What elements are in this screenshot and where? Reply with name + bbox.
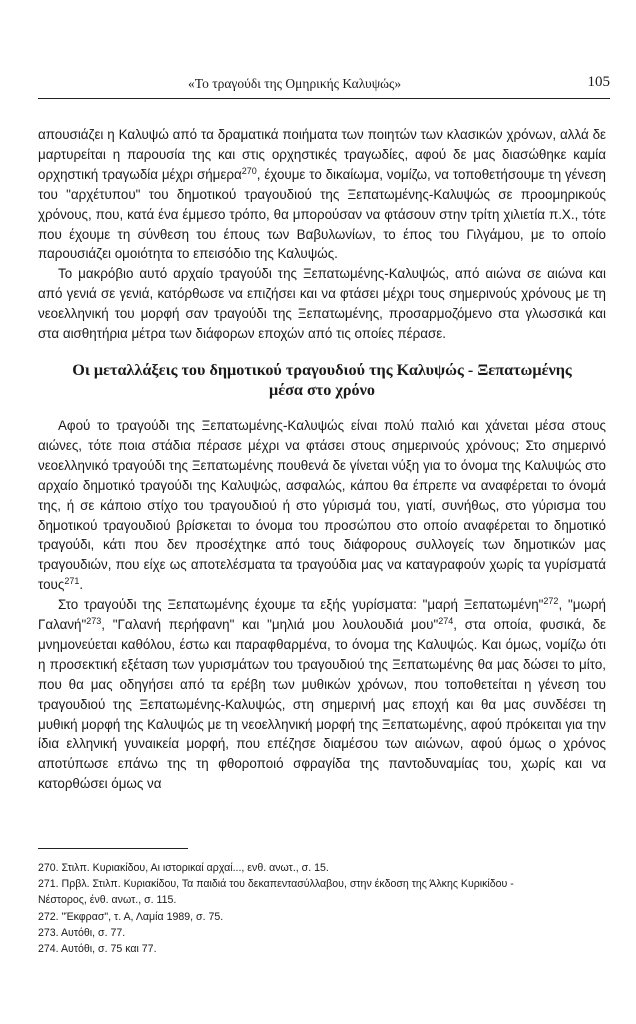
paragraph-3-text-a: Αφού το τραγούδι της Ξεπατωμένης-Καλυψώς είναι πολύ παλιό και χάνεται μέσα στους αιώνες, τότε ποια στάδια πέρασε μέχρι να φτάσει στους σημερινούς χρόνους; Στο σημερινό νεοελληνικό τραγούδι της Ξεπατωμένης πουθενά δε γίνεται νύξη για το όνομα της Καλυψώς στο αρχαίο δημοτικό τραγούδι της Καλυψώς, ασφαλώς, κάπου θα έπρεπε να αναφέρεται το όνομά της, ή σε κάποιο στίχο του τραγουδιού ή στο γύρισμά του, γιατί, συνήθως, στο γύρισμα του δημοτικού τραγουδιού βρίσκεται το όνομα του προσώπου στο οποίο αναφέρεται το δημοτικό τραγούδι, κάτι που δεν προσέχτηκε από τους διάφορους συλλογείς των δημοτικών μας τραγουδιών, που είχε ως αποτελέσματα τα τραγούδια μας να καταγραφούν χωρίς τα γυρίσματά τους [38, 417, 606, 593]
footnote-divider [38, 848, 188, 849]
body-text [38, 125, 606, 794]
paragraph-3-text-b: . [79, 577, 84, 593]
paragraph-4-text-c: , "Γαλανή περήφανη" και "μηλιά μου λουλουδιά μου" [101, 617, 439, 633]
paragraph-1-text-b: , έχουμε το δικαίωμα, νομίζω, να τοποθετήσουμε τη γένεση του "αρχέτυπου" του δημοτικού τραγουδιού της Ξεπατωμένης-Καλυψώς σε προομηρικούς χρόνους, που, κατά ένα έμμεσο τρόπο, θα μπορούσαν να φτάσουν στην τρίτη χιλιετία π.Χ., τότε που έχουμε τη σύνθεση του έπους των Βαβυλωνίων, το έπος του Γιλγάμου, με το οποίο παρουσιάζει ομοιότητα το επεισόδιο της Καλυψώς. [38, 166, 607, 262]
footnote-273 [38, 925, 610, 941]
page-number: 105 [587, 74, 610, 90]
section-heading-line-2: μέσα στο χρόνο [269, 380, 375, 399]
footnote-272-text: 272. "Έκφρασ", τ. Α, Λαμία 1989, σ. 75. [38, 910, 224, 923]
footnote-271 [38, 876, 610, 908]
footnote-ref-271: 271 [64, 576, 80, 587]
paragraph-2: Το μακρόβιο αυτό αρχαίο τραγούδι της Ξεπατωμένης-Καλυψώς, από αιώνα σε αιώνα και από γενιά σε γενιά, κατόρθωσε να επιζήσει και να φτάσει μέχρι τους σημερινούς χρόνους με τη νεοελληνική του μορφή σαν τραγούδι της Ξεπατωμένης, προσαρμοζόμενο στα γλωσσικά και στα αισθητήρια μέτρα των διάφορων εποχών από τις οποίες πέρασε. [38, 266, 606, 342]
footnote-274-text: 274. Αυτόθι, σ. 75 και 77. [38, 943, 157, 956]
footnote-ref-273: 273 [86, 616, 102, 627]
footnote-ref-274: 274 [438, 616, 454, 627]
paragraph-4-text-d: , στα οποία, φυσικά, δε μνημονεύεται καθόλου, έστω και παραφθαρμένα, το όνομα της Καλυψώς. Και όμως, νομίζω ότι η προσεκτική εξέταση των γυρισμάτων του τραγουδιού της Ξεπατωμένης θα μας δώσει το μίτο, που θα μας οδηγήσει από τα ερέβη των μυθικών χρόνων, που τοποθετείται η γένεση του τραγουδιού της Ξεπατωμένης-Καλυψώς, στη σημερινή μας εποχή και θα μας συνδέσει τη μυθική μορφή της Καλυψώς με τη νεοελληνική μορφή της Ξεπατωμένης, αφού πρόκειται για την ίδια ελληνική γυναικεία μορφή, που επέζησε διαμέσου των αιώνων, αφού όμως ο χρόνος αποτύπωσε επάνω της τη φθοροποιό σφραγίδα της παντοδυναμίας του, χωρίς και να κατορθώσει όμως να [38, 617, 606, 792]
footnote-ref-272: 272 [543, 596, 559, 607]
footnote-271-continuation: Νέστορος, ένθ. ανωτ., σ. 115. [38, 894, 177, 907]
paragraph-3 [38, 416, 606, 595]
paragraph-4-text-b: , "μωρή Γαλανή" [38, 597, 606, 633]
footnote-272 [38, 909, 610, 925]
paragraph-1 [38, 125, 606, 264]
footnote-274 [38, 941, 610, 957]
footnote-ref-270: 270 [241, 165, 257, 176]
section-heading [38, 360, 606, 400]
footnote-270-text: 270. Στιλπ. Κυριακίδου, Αι ιστορικαί αρχαί..., ενθ. ανωτ., σ. 15. [38, 862, 329, 874]
running-title: «Το τραγούδι της Ομηρικής Καλυψώς» [188, 76, 402, 91]
paragraph-4-text-a: Στο τραγούδι της Ξεπατωμένης έχουμε τα εξής γυρίσματα: "μαρή Ξεπατωμένη" [58, 597, 544, 613]
section-heading-line-1: Οι μεταλλάξεις του δημοτικού τραγουδιού της Καλυψώς - Ξεπατωμένης [72, 360, 572, 379]
footnote-273-text: 273. Αυτόθι, σ. 77. [38, 926, 126, 939]
footnotes [38, 860, 610, 957]
paragraph-4 [38, 595, 606, 794]
footnote-271-text: 271. Πρβλ. Στιλπ. Κυριακίδου, Τα παιδιά του δεκαπεντασύλλαβου, στην έκδοση της Άλκης Κυρικίδου - [38, 878, 514, 891]
paragraph-1-text-a: απουσιάζει η Καλυψώ από τα δραματικά ποιήματα των ποιητών των κλασικών χρόνων, αλλά δε μαρτυρείται η παρουσία της και στις ορχηστικές τραγωδίες, αφού δε μας διασώθηκε καμία ορχηστική τραγωδία μέχρι σήμερα [38, 127, 606, 182]
running-header [38, 74, 610, 99]
footnote-270 [38, 860, 610, 876]
